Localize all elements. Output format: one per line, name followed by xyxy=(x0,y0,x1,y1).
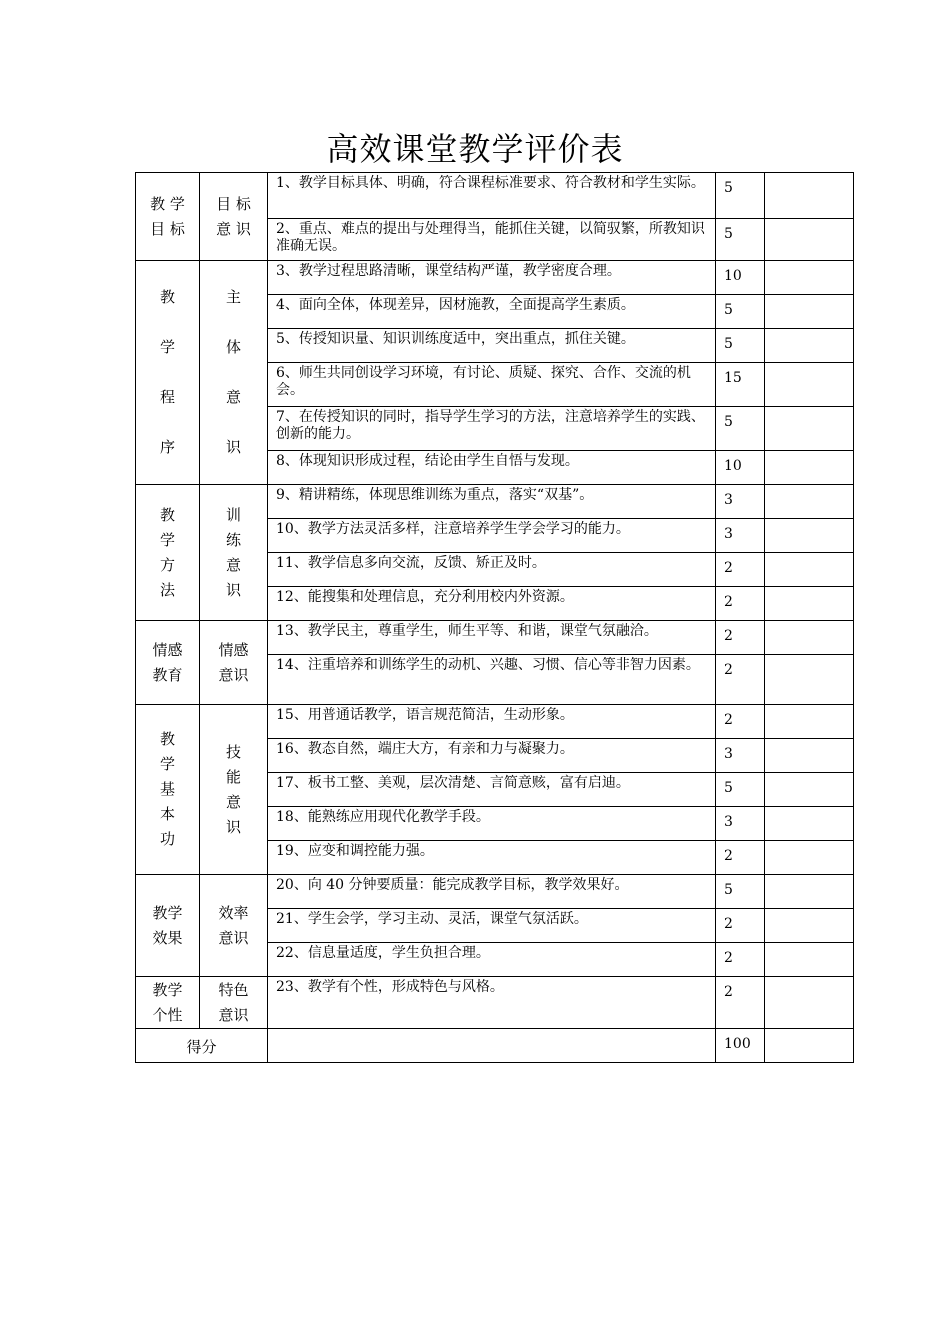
criterion-text: 6、师生共同创设学习环境，有讨论、质疑、探究、合作、交流的机会。 xyxy=(268,363,716,407)
max-score: 5 xyxy=(716,329,765,363)
criterion-text: 11、教学信息多向交流，反馈、矫正及时。 xyxy=(268,553,716,587)
category-label: 教 学 方 法 xyxy=(159,505,175,599)
max-score: 2 xyxy=(716,943,765,977)
category-label: 情感 教育 xyxy=(152,640,183,684)
awarded-score-cell[interactable] xyxy=(765,977,854,1029)
max-score: 5 xyxy=(716,295,765,329)
max-score: 2 xyxy=(716,553,765,587)
criterion-text: 18、能熟练应用现代化教学手段。 xyxy=(268,807,716,841)
awareness-label: 情感 意识 xyxy=(218,640,249,684)
criterion-text: 2、重点、难点的提出与处理得当，能抓住关键，以简驭繁，所教知识准确无误。 xyxy=(268,219,716,261)
awarded-score-cell[interactable] xyxy=(765,773,854,807)
criterion-text: 7、在传授知识的同时，指导学生学习的方法，注意培养学生的实践、创新的能力。 xyxy=(268,407,716,451)
criterion-text: 8、体现知识形成过程，结论由学生自悟与发现。 xyxy=(268,451,716,485)
awarded-score-cell[interactable] xyxy=(765,519,854,553)
max-score: 5 xyxy=(716,173,765,219)
awarded-score-cell[interactable] xyxy=(765,261,854,295)
evaluation-table xyxy=(135,172,854,1063)
criterion-text: 16、教态自然，端庄大方，有亲和力与凝聚力。 xyxy=(268,739,716,773)
awareness-cell xyxy=(200,261,268,485)
max-score: 2 xyxy=(716,655,765,705)
category-cell xyxy=(136,173,200,261)
max-score: 2 xyxy=(716,587,765,621)
awareness-cell xyxy=(200,705,268,875)
awarded-score-cell[interactable] xyxy=(765,909,854,943)
criterion-text: 22、信息量适度，学生负担合理。 xyxy=(268,943,716,977)
awareness-label: 技 能 意 识 xyxy=(225,742,241,836)
max-score: 10 xyxy=(716,261,765,295)
max-score: 5 xyxy=(716,219,765,261)
max-score: 3 xyxy=(716,485,765,519)
awarded-score-cell[interactable] xyxy=(765,173,854,219)
category-label: 教 学 目 标 xyxy=(150,194,185,238)
max-score: 3 xyxy=(716,519,765,553)
max-score: 2 xyxy=(716,909,765,943)
criterion-text: 1、教学目标具体、明确，符合课程标准要求、符合教材和学生实际。 xyxy=(268,173,716,219)
awarded-score-cell[interactable] xyxy=(765,329,854,363)
max-score: 5 xyxy=(716,773,765,807)
table-row xyxy=(136,485,854,519)
criterion-text: 3、教学过程思路清晰，课堂结构严谨，教学密度合理。 xyxy=(268,261,716,295)
criterion-text: 20、向 40 分钟要质量：能完成教学目标，教学效果好。 xyxy=(268,875,716,909)
criterion-text: 14、注重培养和训练学生的动机、兴趣、习惯、信心等非智力因素。 xyxy=(268,655,716,705)
awarded-score-cell[interactable] xyxy=(765,587,854,621)
awareness-cell xyxy=(200,173,268,261)
category-cell xyxy=(136,977,200,1029)
total-label: 得分 xyxy=(136,1029,268,1063)
awarded-score-cell[interactable] xyxy=(765,295,854,329)
awarded-score-cell[interactable] xyxy=(765,407,854,451)
awarded-score-cell[interactable] xyxy=(765,655,854,705)
max-score: 2 xyxy=(716,977,765,1029)
awareness-label: 特色 意识 xyxy=(218,980,249,1024)
awarded-score-cell[interactable] xyxy=(765,553,854,587)
awarded-score-cell[interactable] xyxy=(765,705,854,739)
awarded-score-cell[interactable] xyxy=(765,485,854,519)
evaluation-table-body xyxy=(136,173,854,1063)
awareness-label: 效率 意识 xyxy=(218,903,249,947)
criterion-text: 23、教学有个性，形成特色与风格。 xyxy=(268,977,716,1029)
max-score: 2 xyxy=(716,705,765,739)
category-label: 教 学 程 序 xyxy=(159,288,175,456)
category-cell xyxy=(136,485,200,621)
awareness-label: 目 标 意 识 xyxy=(216,194,251,238)
table-row xyxy=(136,173,854,219)
criterion-text: 10、教学方法灵活多样，注意培养学生学会学习的能力。 xyxy=(268,519,716,553)
awareness-cell xyxy=(200,485,268,621)
awarded-score-cell[interactable] xyxy=(765,807,854,841)
criterion-text: 15、用普通话教学，语言规范简洁，生动形象。 xyxy=(268,705,716,739)
max-score: 5 xyxy=(716,407,765,451)
category-cell xyxy=(136,621,200,705)
max-score: 10 xyxy=(716,451,765,485)
max-score: 2 xyxy=(716,621,765,655)
table-row xyxy=(136,977,854,1029)
table-row xyxy=(136,705,854,739)
category-label: 教学 个性 xyxy=(152,980,183,1024)
total-row xyxy=(136,1029,854,1063)
awareness-label: 训 练 意 识 xyxy=(225,505,241,599)
criterion-text: 17、板书工整、美观，层次清楚、言简意赅，富有启迪。 xyxy=(268,773,716,807)
table-row xyxy=(136,261,854,295)
awarded-score-cell[interactable] xyxy=(765,943,854,977)
category-cell xyxy=(136,261,200,485)
category-cell xyxy=(136,875,200,977)
awareness-cell xyxy=(200,621,268,705)
category-cell xyxy=(136,705,200,875)
criterion-text: 5、传授知识量、知识训练度适中，突出重点，抓住关键。 xyxy=(268,329,716,363)
awareness-cell xyxy=(200,977,268,1029)
total-max-score: 100 xyxy=(716,1029,765,1063)
page-title: 高效课堂教学评价表 xyxy=(326,130,624,168)
max-score: 15 xyxy=(716,363,765,407)
awarded-score-cell[interactable] xyxy=(765,621,854,655)
criterion-text: 9、精讲精练，体现思维训练为重点，落实“双基”。 xyxy=(268,485,716,519)
category-label: 教学 效果 xyxy=(152,903,183,947)
max-score: 3 xyxy=(716,807,765,841)
max-score: 5 xyxy=(716,875,765,909)
category-label: 教 学 基 本 功 xyxy=(159,730,175,848)
awarded-score-cell[interactable] xyxy=(765,363,854,407)
awarded-score-cell[interactable] xyxy=(765,219,854,261)
max-score: 3 xyxy=(716,739,765,773)
max-score: 2 xyxy=(716,841,765,875)
total-awarded-cell[interactable] xyxy=(765,1029,854,1063)
total-blank-cell xyxy=(268,1029,716,1063)
criterion-text: 21、学生会学，学习主动、灵活，课堂气氛活跃。 xyxy=(268,909,716,943)
awareness-cell xyxy=(200,875,268,977)
awarded-score-cell[interactable] xyxy=(765,875,854,909)
criterion-text: 13、教学民主，尊重学生，师生平等、和谐，课堂气氛融洽。 xyxy=(268,621,716,655)
awarded-score-cell[interactable] xyxy=(765,841,854,875)
criterion-text: 12、能搜集和处理信息，充分利用校内外资源。 xyxy=(268,587,716,621)
criterion-text: 19、应变和调控能力强。 xyxy=(268,841,716,875)
awareness-label: 主 体 意 识 xyxy=(225,288,241,456)
table-row xyxy=(136,621,854,655)
awarded-score-cell[interactable] xyxy=(765,739,854,773)
awarded-score-cell[interactable] xyxy=(765,451,854,485)
criterion-text: 4、面向全体，体现差异，因材施教，全面提高学生素质。 xyxy=(268,295,716,329)
table-row xyxy=(136,875,854,909)
